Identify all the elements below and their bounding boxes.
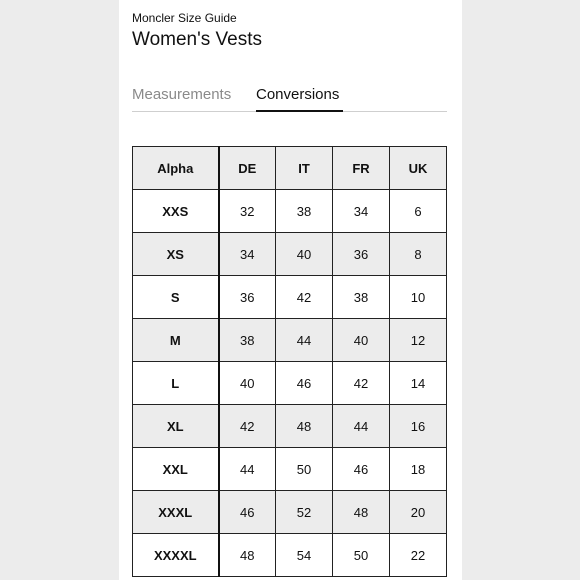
table-row (133, 319, 447, 362)
column-header-it: IT (276, 147, 333, 190)
cell-fr: 40 (333, 319, 390, 362)
cell-alpha: XXXXL (133, 534, 219, 577)
cell-alpha: S (133, 276, 219, 319)
size-guide-panel (119, 0, 462, 580)
column-header-de: DE (219, 147, 276, 190)
cell-de: 32 (219, 190, 276, 233)
tab-bar (132, 86, 447, 112)
cell-de: 40 (219, 362, 276, 405)
cell-alpha: XL (133, 405, 219, 448)
cell-de: 46 (219, 491, 276, 534)
tab-measurements[interactable]: Measurements (132, 86, 232, 103)
page-title: Women's Vests (132, 29, 262, 50)
cell-uk: 16 (390, 405, 447, 448)
cell-uk: 8 (390, 233, 447, 276)
cell-uk: 14 (390, 362, 447, 405)
cell-de: 38 (219, 319, 276, 362)
cell-alpha: XXXL (133, 491, 219, 534)
cell-de: 48 (219, 534, 276, 577)
cell-uk: 20 (390, 491, 447, 534)
table-row (133, 233, 447, 276)
brand-label: Moncler Size Guide (132, 11, 237, 25)
cell-it: 50 (276, 448, 333, 491)
table-row (133, 362, 447, 405)
cell-de: 36 (219, 276, 276, 319)
cell-alpha: L (133, 362, 219, 405)
table-row (133, 534, 447, 577)
cell-it: 40 (276, 233, 333, 276)
cell-it: 52 (276, 491, 333, 534)
size-conversion-table (132, 146, 447, 577)
cell-de: 34 (219, 233, 276, 276)
cell-uk: 18 (390, 448, 447, 491)
cell-alpha: XXL (133, 448, 219, 491)
cell-fr: 38 (333, 276, 390, 319)
cell-de: 44 (219, 448, 276, 491)
cell-it: 48 (276, 405, 333, 448)
table-row (133, 448, 447, 491)
tab-conversions[interactable]: Conversions (256, 86, 340, 103)
cell-it: 54 (276, 534, 333, 577)
cell-uk: 12 (390, 319, 447, 362)
cell-fr: 34 (333, 190, 390, 233)
table-header-row (133, 147, 447, 190)
cell-it: 46 (276, 362, 333, 405)
table-row (133, 491, 447, 534)
cell-it: 44 (276, 319, 333, 362)
table-row (133, 276, 447, 319)
column-header-fr: FR (333, 147, 390, 190)
cell-fr: 44 (333, 405, 390, 448)
cell-alpha: XS (133, 233, 219, 276)
cell-it: 38 (276, 190, 333, 233)
table-row (133, 405, 447, 448)
cell-fr: 50 (333, 534, 390, 577)
table-row (133, 190, 447, 233)
cell-fr: 48 (333, 491, 390, 534)
cell-de: 42 (219, 405, 276, 448)
cell-it: 42 (276, 276, 333, 319)
cell-alpha: XXS (133, 190, 219, 233)
cell-uk: 10 (390, 276, 447, 319)
cell-uk: 6 (390, 190, 447, 233)
column-header-uk: UK (390, 147, 447, 190)
active-tab-indicator (256, 110, 343, 112)
column-header-alpha: Alpha (133, 147, 219, 190)
cell-uk: 22 (390, 534, 447, 577)
cell-fr: 46 (333, 448, 390, 491)
cell-fr: 42 (333, 362, 390, 405)
cell-alpha: M (133, 319, 219, 362)
cell-fr: 36 (333, 233, 390, 276)
